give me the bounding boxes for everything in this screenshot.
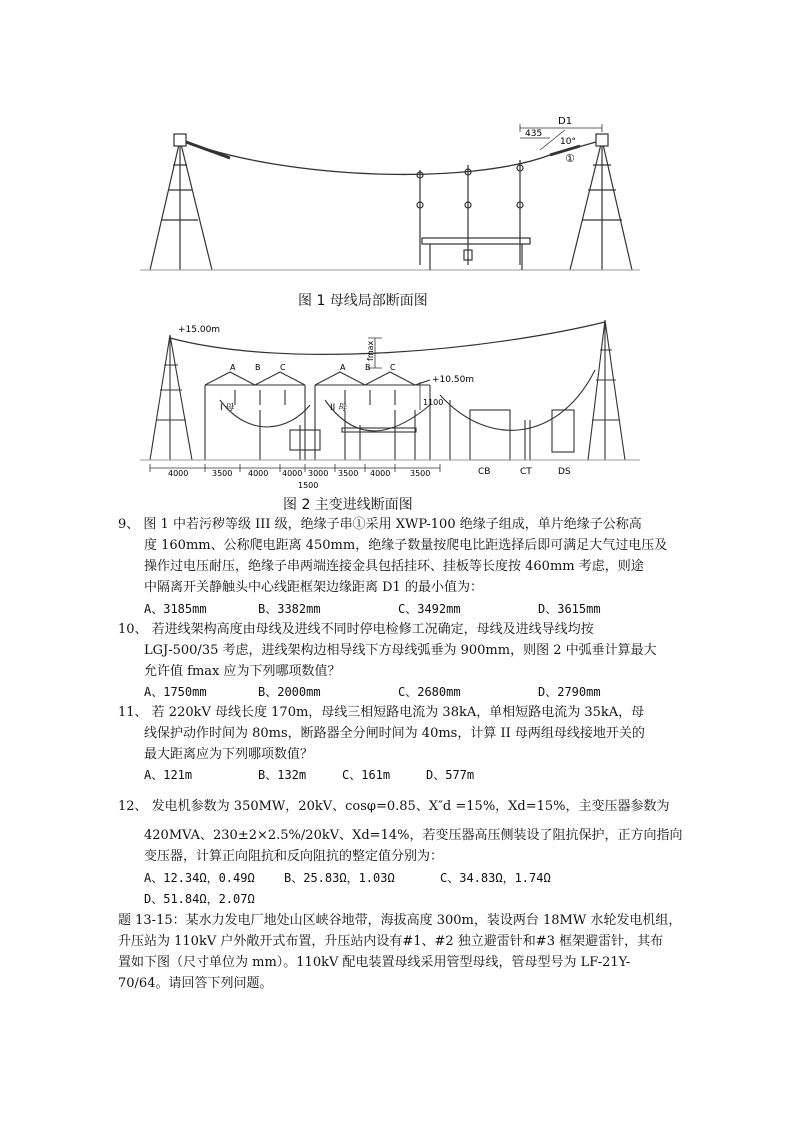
q9-line-4: 中隔离开关静触头中心线距框架边缘距离 D1 的最小值为： [144, 580, 483, 595]
phase-c1-label: C [280, 363, 286, 372]
angle-label: 10° [560, 137, 576, 147]
q10-line-3: 允许值 fmax 应为下列哪项数值？ [144, 664, 341, 679]
phase-a2-label: A [340, 363, 346, 372]
q11-option-c: C、161m [342, 768, 391, 782]
q12-line-1: 12、 发电机参数为 350MW，20kV、cosφ=0.85、X″d =15%，Xd=15%，主变压器参数为 [118, 799, 670, 814]
dim-435-label: 435 [525, 129, 543, 139]
q9-option-b: B、3382mm [258, 602, 321, 616]
dim-label: 4000 [168, 469, 189, 478]
q10-line-2: LGJ-500/35 考虑，进线架构边相导线下方母线弧垂为 900mm，则图 2 中弧垂计算最大 [144, 643, 657, 658]
q9-option-c: C、3492mm [398, 602, 461, 616]
q12-option-a: A、12.34Ω，0.49Ω [144, 871, 255, 885]
q10-line-1: 10、 若进线架构高度由母线及进线不同时停电检修工况确定，母线及进线导线均按 [118, 622, 594, 637]
q11-line-3: 最大距离应为下列哪项数值？ [144, 747, 314, 762]
q10-option-b: B、2000mm [258, 685, 321, 699]
bus-ii-label: II 母 [330, 403, 348, 413]
q11-option-b: B、132m [258, 768, 307, 782]
phase-b1-label: B [255, 363, 261, 372]
intro-line-4: 70/64。请回答下列问题。 [118, 976, 273, 991]
elevation-10-5-label: +10.50m [432, 375, 475, 385]
insulator-marker-label: ① [565, 152, 575, 165]
q12-option-c: C、34.83Ω，1.74Ω [440, 871, 551, 885]
height-1100-label: 1100 [423, 398, 444, 407]
dim-1500-label: 1500 [298, 481, 319, 490]
phase-b2-label: B [365, 363, 371, 372]
q9-option-d: D、3615mm [538, 602, 601, 616]
q11-option-d: D、577m [426, 768, 475, 782]
figure-1-bus-section-drawing [140, 110, 640, 290]
dim-label: 3500 [212, 469, 233, 478]
intro-line-1: 题 13-15：某水力发电厂地处山区峡谷地带，海拔高度 300m，装设两台 18MW 水轮发电机组， [118, 913, 682, 928]
bus-i-label: I 母 [220, 403, 235, 413]
q9-line-1: 9、 图 1 中若污秽等级 III 级，绝缘子串①采用 XWP-100 绝缘子组成，单片绝缘子公称高 [118, 517, 642, 532]
figure-2-transformer-incoming-line-drawing [140, 310, 640, 490]
q11-option-a: A、121m [144, 768, 193, 782]
cb-label: CB [478, 467, 491, 477]
q11-line-2: 线保护动作时间为 80ms，断路器全分闸时间为 40ms，计算 II 母两组母线接地开关的 [144, 726, 645, 741]
ct-label: CT [520, 467, 532, 477]
q9-option-a: A、3185mm [144, 602, 207, 616]
intro-line-2: 升压站为 110kV 户外敞开式布置，升压站内设有#1、#2 独立避雷针和#3 框架避雷针，其布 [118, 934, 664, 949]
phase-c2-label: C [390, 363, 396, 372]
dim-label: 4000 [282, 469, 303, 478]
dim-label: 3500 [338, 469, 359, 478]
elevation-15-label: +15.00m [178, 325, 221, 335]
intro-line-3: 置如下图（尺寸单位为 mm）。110kV 配电装置母线采用管型母线，管母型号为 LF-21Y- [118, 955, 631, 970]
ds-label: DS [558, 467, 571, 477]
figure-1-caption: 图 1 母线局部断面图 [298, 293, 428, 309]
q12-option-b: B、25.83Ω，1.03Ω [284, 871, 395, 885]
dim-label: 3000 [308, 469, 329, 478]
dim-label: 4000 [248, 469, 269, 478]
dim-d1-label: D1 [558, 116, 573, 127]
q9-line-2: 度 160mm、公称爬电距离 450mm，绝缘子数量按爬电比距选择后即可满足大气过电压及 [144, 538, 668, 553]
q12-option-d: D、51.84Ω，2.07Ω [144, 892, 255, 906]
q10-option-a: A、1750mm [144, 685, 207, 699]
q9-line-3: 操作过电压耐压，绝缘子串两端连接金具包括挂环、挂板等长度按 460mm 考虑，则途 [144, 559, 644, 574]
dim-label: 3500 [410, 469, 431, 478]
figure-2-caption: 图 2 主变进线断面图 [283, 497, 413, 513]
q11-line-1: 11、 若 220kV 母线长度 170m，母线三相短路电流为 38kA，单相短路电流为 35kA，母 [118, 705, 645, 720]
q10-option-c: C、2680mm [398, 685, 461, 699]
q12-line-2: 420MVA、230±2×2.5%/20kV、Xd=14%，若变压器高压侧装设了阻抗保护，正方向指向 [144, 828, 683, 843]
phase-a1-label: A [230, 363, 236, 372]
fmax-label: fmax [366, 340, 375, 361]
q10-option-d: D、2790mm [538, 685, 601, 699]
q12-line-3: 变压器，计算正向阻抗和反向阻抗的整定值分别为： [144, 849, 444, 864]
dim-label: 4000 [370, 469, 391, 478]
